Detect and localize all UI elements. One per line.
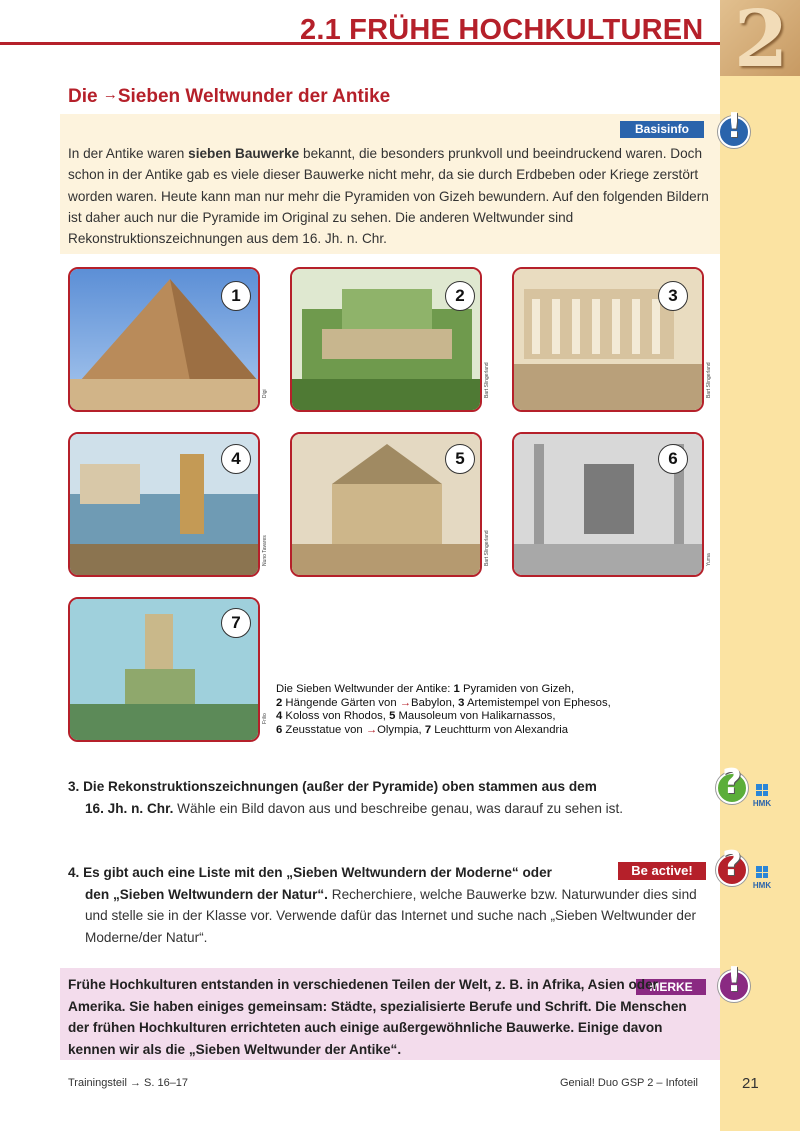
chapter-tab	[720, 0, 800, 76]
image-credit-4: Nuno Tavares	[262, 535, 268, 566]
merke-exclamation-icon: !	[718, 970, 750, 1002]
task-4-bold-2: den „Sieben Weltwundern der Natur“.	[85, 886, 328, 902]
section-title	[68, 86, 390, 108]
basisinfo-text-b: bekannt, die besonders prunkvoll und beeindruckend waren. Doch schon in der Antike gab es viele dieser Bauwerke nicht mehr, da sie durch Erdbeben oder Kriege zerstört worden waren. Heute kann man nur mehr die Pyramiden von Gizeh bewundern. Auf den folgenden Bildern ist daher auch nur die Pyramide im Original zu sehen. Die anderen Weltwunder sind Rekonstruktionszeichnungen aus dem 16. Jh. n. Chr.	[68, 146, 709, 247]
image-credit-6: Yuma	[706, 553, 712, 566]
arrow-icon: →	[102, 86, 118, 103]
basisinfo-text-bold: sieben Bauwerke	[188, 146, 300, 161]
basisinfo-label: Basisinfo	[620, 121, 704, 138]
hmk-label: HMK	[752, 881, 772, 890]
footer-book-title: Genial! Duo GSP 2 – Infoteil	[560, 1077, 698, 1089]
image-credit-3: Bart Slingerland	[706, 362, 712, 398]
section-title-text: Sieben Weltwunder der Antike	[117, 86, 391, 107]
chapter-title: 2.1 FRÜHE HOCHKULTUREN	[300, 14, 704, 46]
windows-icon	[756, 866, 768, 878]
be-active-badge: Be active!	[618, 862, 706, 880]
info-exclamation-icon: !	[718, 116, 750, 148]
image-number-2: 2	[445, 281, 475, 311]
image-number-3: 3	[658, 281, 688, 311]
hmk-label: HMK	[752, 799, 772, 808]
image-number-1: 1	[221, 281, 251, 311]
image-number-5: 5	[445, 444, 475, 474]
task-3-text: Wähle ein Bild davon aus und beschreibe genau, was darauf zu sehen ist.	[173, 800, 624, 816]
basisinfo-text	[68, 143, 710, 249]
task-4-text: Recherchiere, welche Bauwerke bzw. Naturwunder dies sind und stelle sie in der Klasse vor. Verwende dafür das Internet und suche nach „Sieben Weltwunder der Moderne/der Natur“.	[85, 886, 697, 945]
footer-training-ref: Trainingsteil → S. 16–17	[68, 1077, 189, 1089]
image-credit-5: Bart Slingerland	[484, 530, 490, 566]
image-credit-2: Bart Slingerland	[484, 362, 490, 398]
task-3	[68, 776, 708, 819]
image-credit-1: Digi	[262, 389, 268, 398]
image-number-4: 4	[221, 444, 251, 474]
question-icon: ?	[716, 854, 748, 886]
task-4	[68, 862, 708, 948]
question-icon: ?	[716, 772, 748, 804]
arrow-icon: →	[365, 724, 378, 737]
images-caption: Die Sieben Weltwunder der Antike: 1 Pyramiden von Gizeh, 2 Hängende Gärten von →Babylon, 3 Artemistempel von Ephesos, 4 Koloss von Rhodos, 5 Mausoleum von Halikarnassos, 6 Zeusstatue von →Olympia, 7 Leuchtturm von Alexandria	[276, 683, 611, 737]
section-title-prefix: Die	[68, 86, 103, 107]
task-3-bold-2: 16. Jh. n. Chr.	[85, 800, 174, 816]
task-3-bold-1: 3. Die Rekonstruktionszeichnungen (außer der Pyramide) oben stammen aus dem	[68, 779, 597, 794]
merke-text: Frühe Hochkulturen entstanden in verschiedenen Teilen der Welt, z. B. in Afrika, Asien oder Amerika. Sie haben einiges gemeinsam: Städte, spezialisierte Berufe und Schrift. Die Menschen der frühen Hochkulturen errichteten auch einige außergewöhnliche Bauwerke. Einige davon kennen wir als die „Sieben Weltwunder der Antike“.	[68, 977, 687, 1057]
page-number: 21	[742, 1075, 759, 1092]
merke-label: MERKE	[636, 979, 706, 995]
basisinfo-text-a: In der Antike waren	[68, 146, 189, 161]
task-4-bold-1: 4. Es gibt auch eine Liste mit den „Sieben Weltwundern der Moderne“ oder	[68, 865, 552, 880]
arrow-icon: →	[399, 696, 412, 709]
chapter-number: 2	[734, 0, 789, 76]
image-number-7: 7	[221, 608, 251, 638]
windows-icon	[756, 784, 768, 796]
image-number-6: 6	[658, 444, 688, 474]
image-credit-7: Frilio	[262, 713, 268, 724]
